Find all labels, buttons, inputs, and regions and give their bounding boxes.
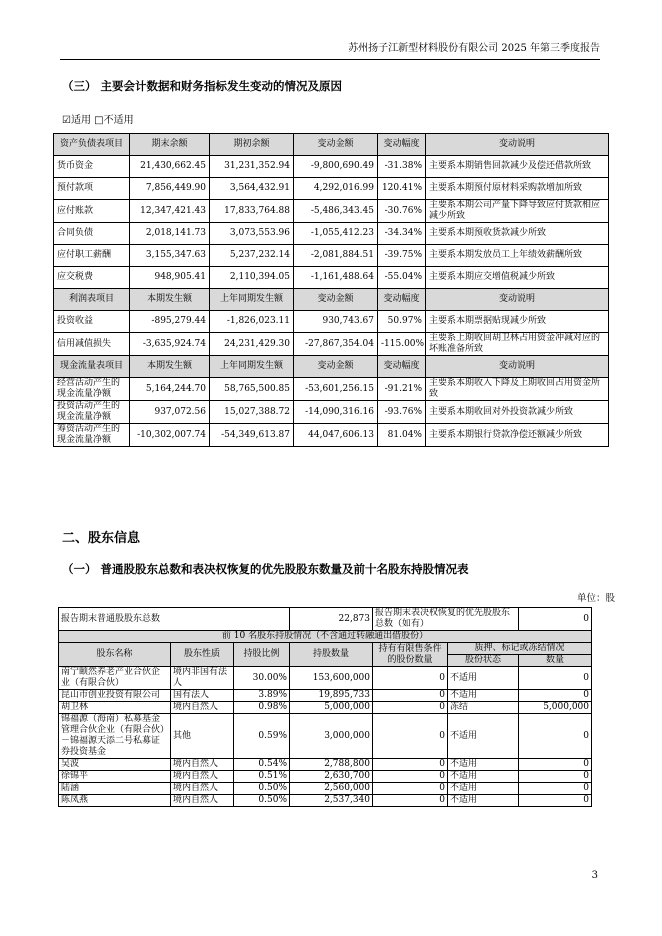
cashflow-header-cell: 变动说明 <box>426 356 609 378</box>
col-header-pledge: 质押、标记或冻结情况 <box>448 643 592 655</box>
change-note: 主要系本期应交增值税减少所致 <box>426 267 609 289</box>
holder-nature: 境内自然人 <box>171 771 234 783</box>
holder-ratio: 0.50% <box>234 783 290 795</box>
holder-name: 吴波 <box>59 759 171 771</box>
amount-cell: 4,292,016.99 <box>294 178 378 200</box>
holder-count: 19,895,733 <box>290 690 373 702</box>
balance-header-cell: 期末余额 <box>130 134 210 156</box>
pledge-status: 不适用 <box>448 667 519 690</box>
shareholder-row <box>59 795 592 807</box>
col-header-count: 持股数量 <box>290 643 373 667</box>
holder-restricted: 0 <box>373 783 448 795</box>
col-header-qty: 数量 <box>519 655 592 667</box>
amount-cell: 2,110,394.05 <box>210 267 294 289</box>
amount-cell: -39.75% <box>378 245 426 267</box>
amount-cell: -55.04% <box>378 267 426 289</box>
amount-cell: -10,302,007.74 <box>130 424 210 447</box>
change-note: 主要系本期收回对外投资款减少所致 <box>426 401 609 424</box>
amount-cell: -27,867,354.04 <box>294 333 378 356</box>
shareholder-row <box>59 771 592 783</box>
holder-ratio: 0.51% <box>234 771 290 783</box>
balance-header-cell: 期初余额 <box>210 134 294 156</box>
page-number: 3 <box>591 870 598 881</box>
shareholder-row <box>59 714 592 759</box>
balance-row <box>54 156 609 178</box>
financial-change-table <box>53 133 609 447</box>
amount-cell: -53,601,256.15 <box>294 378 378 401</box>
item-name: 应交税费 <box>54 267 130 289</box>
holder-name: 昆山市创业投资有限公司 <box>59 690 171 702</box>
amount-cell: 120.41% <box>378 178 426 200</box>
holder-ratio: 3.89% <box>234 690 290 702</box>
amount-cell: -93.76% <box>378 401 426 424</box>
amount-cell: 930,743.67 <box>294 311 378 333</box>
amount-cell: 948,905.41 <box>130 267 210 289</box>
col-header-nature: 股东性质 <box>171 643 234 667</box>
amount-cell: -9,800,690.49 <box>294 156 378 178</box>
col-header-name: 股东名称 <box>59 643 171 667</box>
amount-cell: 81.04% <box>378 424 426 447</box>
shareholder-row <box>59 702 592 714</box>
pledge-qty: 0 <box>519 795 592 807</box>
change-note: 主要系本期销售回款减少及偿还借款所致 <box>426 156 609 178</box>
pledge-status: 不适用 <box>448 783 519 795</box>
change-note: 主要系本期票据贴现减少所致 <box>426 311 609 333</box>
pledge-qty: 0 <box>519 690 592 702</box>
pledge-qty: 0 <box>519 783 592 795</box>
cashflow-header-cell: 现金流量表项目 <box>54 356 130 378</box>
holder-restricted: 0 <box>373 702 448 714</box>
shareholder-row <box>59 690 592 702</box>
pledge-status: 不适用 <box>448 759 519 771</box>
amount-cell: -1,055,412.23 <box>294 223 378 245</box>
balance-row <box>54 245 609 267</box>
amount-cell: 5,164,244.70 <box>130 378 210 401</box>
holder-restricted: 0 <box>373 759 448 771</box>
change-note: 主要系上期收回胡卫林占用资金冲减对应的坏账准备所致 <box>426 333 609 356</box>
page-header: 苏州扬子江新型材料股份有限公司 2025 年第三季度报告 <box>60 40 600 60</box>
amount-cell: 5,237,232.14 <box>210 245 294 267</box>
pledge-qty: 0 <box>519 771 592 783</box>
cashflow-row <box>54 424 609 447</box>
holder-name: 南宁颐然养老产业合伙企业（有限合伙） <box>59 667 171 690</box>
amount-cell: 2,018,141.73 <box>130 223 210 245</box>
holder-restricted: 0 <box>373 714 448 759</box>
holder-ratio: 0.50% <box>234 795 290 807</box>
pledge-status: 不适用 <box>448 690 519 702</box>
amount-cell: 15,027,388.72 <box>210 401 294 424</box>
top10-title: 前 10 名股东持股情况（不含通过转融通出借股份） <box>59 631 592 643</box>
total-holders-label: 报告期末普通股股东总数 <box>59 608 290 631</box>
cashflow-header-cell: 变动金额 <box>294 356 378 378</box>
amount-cell: 937,072.56 <box>130 401 210 424</box>
change-note: 主要系本期预付原材料采购款增加所致 <box>426 178 609 200</box>
income-row <box>54 333 609 356</box>
holder-restricted: 0 <box>373 690 448 702</box>
holder-restricted: 0 <box>373 771 448 783</box>
amount-cell: 12,347,421.43 <box>130 200 210 223</box>
amount-cell: 21,430,662.45 <box>130 156 210 178</box>
holder-name: 胡卫林 <box>59 702 171 714</box>
income-header-cell: 变动说明 <box>426 289 609 311</box>
balance-header-cell: 变动说明 <box>426 134 609 156</box>
amount-cell: -54,349,613.87 <box>210 424 294 447</box>
pledge-qty: 5,000,000 <box>519 702 592 714</box>
amount-cell: 3,564,432.91 <box>210 178 294 200</box>
income-row <box>54 311 609 333</box>
total-holders-value: 22,873 <box>290 608 373 631</box>
balance-row <box>54 267 609 289</box>
amount-cell: -31.38% <box>378 156 426 178</box>
amount-cell: -34.34% <box>378 223 426 245</box>
cashflow-header-row <box>54 356 609 378</box>
item-name: 应付职工薪酬 <box>54 245 130 267</box>
shareholder-row <box>59 759 592 771</box>
item-name: 预付款项 <box>54 178 130 200</box>
pledge-qty: 0 <box>519 714 592 759</box>
amount-cell: 7,856,449.90 <box>130 178 210 200</box>
income-header-cell: 本期发生额 <box>130 289 210 311</box>
change-note: 主要系本期银行贷款净偿还额减少所致 <box>426 424 609 447</box>
balance-header-cell: 变动幅度 <box>378 134 426 156</box>
amount-cell: -14,090,316.16 <box>294 401 378 424</box>
amount-cell: 31,231,352.94 <box>210 156 294 178</box>
amount-cell: 24,231,429.30 <box>210 333 294 356</box>
holder-ratio: 30.00% <box>234 667 290 690</box>
income-header-cell: 变动幅度 <box>378 289 426 311</box>
amount-cell: -30.76% <box>378 200 426 223</box>
pref-holders-label: 报告期末表决权恢复的优先股股东总数（如有） <box>373 608 519 631</box>
amount-cell: 58,765,500.85 <box>210 378 294 401</box>
income-header-row <box>54 289 609 311</box>
amount-cell: -1,826,023.11 <box>210 311 294 333</box>
holder-nature: 境内自然人 <box>171 783 234 795</box>
pledge-status: 不适用 <box>448 795 519 807</box>
pledge-status: 不适用 <box>448 714 519 759</box>
amount-cell: -2,081,884.51 <box>294 245 378 267</box>
amount-cell: 50.97% <box>378 311 426 333</box>
income-header-cell: 利润表项目 <box>54 289 130 311</box>
balance-header-cell: 资产负债表项目 <box>54 134 130 156</box>
holder-nature: 国有法人 <box>171 690 234 702</box>
cashflow-header-cell: 变动幅度 <box>378 356 426 378</box>
holder-name: 锦福源（海南）私募基金管理合伙企业（有限合伙）－锦福源天添二号私募证券投资基金 <box>59 714 171 759</box>
change-note: 主要系本期发放员工上年绩效薪酬所致 <box>426 245 609 267</box>
cashflow-header-cell: 本期发生额 <box>130 356 210 378</box>
pledge-status: 冻结 <box>448 702 519 714</box>
cashflow-row <box>54 378 609 401</box>
col-header-ratio: 持股比例 <box>234 643 290 667</box>
item-name: 投资收益 <box>54 311 130 333</box>
amount-cell: -115.00% <box>378 333 426 356</box>
holder-name: 徐锦平 <box>59 771 171 783</box>
balance-header-cell: 变动金额 <box>294 134 378 156</box>
holder-restricted: 0 <box>373 795 448 807</box>
cashflow-header-cell: 上年同期发生额 <box>210 356 294 378</box>
amount-cell: -91.21% <box>378 378 426 401</box>
item-name: 筹资活动产生的现金流量净额 <box>54 424 130 447</box>
item-name: 货币资金 <box>54 156 130 178</box>
income-header-cell: 变动金额 <box>294 289 378 311</box>
holder-nature: 境内非国有法人 <box>171 667 234 690</box>
change-note: 主要系本期公司产量下降导致应付货款相应减少所致 <box>426 200 609 223</box>
balance-row <box>54 200 609 223</box>
col-header-restricted: 持有有限售条件的股份数量 <box>373 643 448 667</box>
holder-count: 5,000,000 <box>290 702 373 714</box>
holder-nature: 境内自然人 <box>171 795 234 807</box>
change-note: 主要系本期预收货款减少所致 <box>426 223 609 245</box>
holder-count: 153,600,000 <box>290 667 373 690</box>
shareholder-row <box>59 783 592 795</box>
section-shareholder-subtitle: （一） 普通股股东总数和表决权恢复的优先股股东数量及前十名股东持股情况表 <box>62 562 469 576</box>
amount-cell: -3,635,924.74 <box>130 333 210 356</box>
cashflow-row <box>54 401 609 424</box>
holder-count: 2,788,800 <box>290 759 373 771</box>
section-shareholder-title: 二、股东信息 <box>62 531 141 546</box>
section-3-title: （三） 主要会计数据和财务指标发生变动的情况及原因 <box>62 79 343 93</box>
amount-cell: 44,047,606.13 <box>294 424 378 447</box>
item-name: 应付账款 <box>54 200 130 223</box>
item-name: 信用减值损失 <box>54 333 130 356</box>
shareholder-row <box>59 667 592 690</box>
holder-ratio: 0.59% <box>234 714 290 759</box>
amount-cell: 3,155,347.63 <box>130 245 210 267</box>
unit-label: 单位：股 <box>576 593 615 604</box>
item-name: 经营活动产生的现金流量净额 <box>54 378 130 401</box>
balance-header-row <box>54 134 609 156</box>
holder-count: 2,537,340 <box>290 795 373 807</box>
holder-restricted: 0 <box>373 667 448 690</box>
amount-cell: 17,833,764.88 <box>210 200 294 223</box>
holder-name: 陆涵 <box>59 783 171 795</box>
applicability-checkbox: ☑适用 □不适用 <box>62 115 134 126</box>
holder-count: 2,630,700 <box>290 771 373 783</box>
item-name: 合同负债 <box>54 223 130 245</box>
holder-nature: 其他 <box>171 714 234 759</box>
pref-holders-value: 0 <box>519 608 592 631</box>
holder-count: 2,560,000 <box>290 783 373 795</box>
holder-nature: 境内自然人 <box>171 702 234 714</box>
holder-nature: 境内自然人 <box>171 759 234 771</box>
shareholder-table <box>58 607 592 807</box>
amount-cell: 3,073,553.96 <box>210 223 294 245</box>
amount-cell: -5,486,343.45 <box>294 200 378 223</box>
pledge-status: 不适用 <box>448 771 519 783</box>
income-header-cell: 上年同期发生额 <box>210 289 294 311</box>
col-header-status: 股份状态 <box>448 655 519 667</box>
holder-ratio: 0.98% <box>234 702 290 714</box>
holder-count: 3,000,000 <box>290 714 373 759</box>
holder-ratio: 0.54% <box>234 759 290 771</box>
pledge-qty: 0 <box>519 667 592 690</box>
amount-cell: -1,161,488.64 <box>294 267 378 289</box>
amount-cell: -895,279.44 <box>130 311 210 333</box>
balance-row <box>54 178 609 200</box>
change-note: 主要系本期收入下降及上期收回占用资金所致 <box>426 378 609 401</box>
pledge-qty: 0 <box>519 759 592 771</box>
item-name: 投资活动产生的现金流量净额 <box>54 401 130 424</box>
balance-row <box>54 223 609 245</box>
holder-name: 陈凤燕 <box>59 795 171 807</box>
